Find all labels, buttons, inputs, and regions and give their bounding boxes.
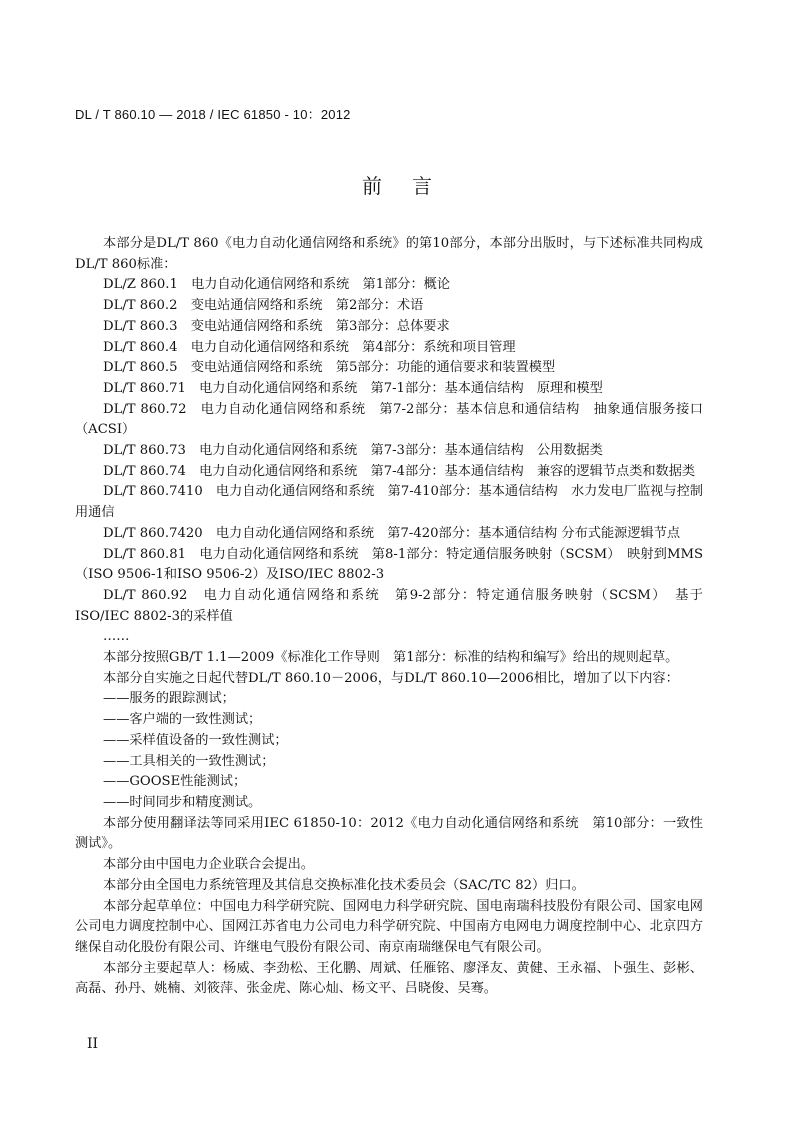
paragraph: DL/T 860.7410 电力自动化通信网络和系统 第7-410部分：基本通信结构 水力发电厂监视与控制用通信 <box>75 484 703 521</box>
paragraph: 本部分由全国电力系统管理及其信息交换标准化技术委员会（SAC/TC 82）归口。 <box>103 877 585 893</box>
paragraph: DL/T 860.5 变电站通信网络和系统 第5部分：功能的通信要求和装置模型 <box>103 360 556 376</box>
paragraph: DL/T 860.3 变电站通信网络和系统 第3部分：总体要求 <box>103 318 450 334</box>
paragraph: 本部分起草单位：中国电力科学研究院、国网电力科学研究院、国电南瑞科技股份有限公司、国家电网公司电力调度控制中心、国网江苏省电力公司电力科学研究院、中国南方电网电力调度控制中心、北京四方继保自动化股份有限公司、许继电气股份有限公司、南京南瑞继保电气有限公司。 <box>75 898 703 955</box>
paragraph: 本部分是DL/T 860《电力自动化通信网络和系统》的第10部分，本部分出版时，与下述标准共同构成DL/T 860标准： <box>75 236 703 272</box>
paragraph: DL/T 860.72 电力自动化通信网络和系统 第7-2部分：基本信息和通信结构 抽象通信服务接口（ACSI） <box>75 401 703 438</box>
paragraph: ——客户端的一致性测试； <box>103 712 262 728</box>
paragraph: ——GOOSE性能测试； <box>103 774 247 790</box>
paragraph: ——采样值设备的一致性测试； <box>103 732 288 748</box>
paragraph: 本部分按照GB/T 1.1—2009《标准化工作导则 第1部分：标准的结构和编写》给出的规则起草。 <box>103 650 679 666</box>
page-number: II <box>87 1036 99 1052</box>
paragraph: DL/T 860.74 电力自动化通信网络和系统 第7-4部分：基本通信结构 兼容的逻辑节点类和数据类 <box>103 463 696 479</box>
paragraph: ——时间同步和精度测试。 <box>103 794 262 810</box>
paragraph: DL/T 860.71 电力自动化通信网络和系统 第7-1部分：基本通信结构 原理和模型 <box>103 380 603 396</box>
paragraph: DL/T 860.7420 电力自动化通信网络和系统 第7-420部分：基本通信结构 分布式能源逻辑节点 <box>103 525 681 541</box>
paragraph: 本部分使用翻译法等同采用IEC 61850-10：2012《电力自动化通信网络和系统 第10部分：一致性测试》。 <box>75 815 703 852</box>
document-code-header: DL / T 860.10 — 2018 / IEC 61850 - 10：2012 <box>75 107 351 122</box>
paragraph: DL/T 860.81 电力自动化通信网络和系统 第8-1部分：特定通信服务映射（SCSM） 映射到MMS（ISO 9506-1和ISO 9506-2）及ISO/IEC 8802-3 <box>75 546 703 583</box>
paragraph: ——工具相关的一致性测试； <box>103 753 275 769</box>
paragraph: 本部分由中国电力企业联合会提出。 <box>103 857 314 873</box>
paragraph: 本部分主要起草人：杨威、李劲松、王化鹏、周斌、任雁铭、廖泽友、黄健、王永福、卜强生、彭彬、高磊、孙丹、姚楠、刘筱萍、张金虎、陈心灿、杨文平、吕晓俊、吴骞。 <box>75 960 703 997</box>
paragraph: 本部分自实施之日起代替DL/T 860.10－2006，与DL/T 860.10—2006相比，增加了以下内容： <box>103 670 679 686</box>
paragraph: DL/T 860.92 电力自动化通信网络和系统 第9-2部分：特定通信服务映射（SCSM） 基于ISO/IEC 8802-3的采样值 <box>75 587 703 624</box>
foreword-body <box>75 234 703 1000</box>
paragraph: ——服务的跟踪测试； <box>103 691 235 707</box>
paragraph: DL/T 860.73 电力自动化通信网络和系统 第7-3部分：基本通信结构 公用数据类 <box>103 443 603 459</box>
section-title: 前言 <box>362 174 462 198</box>
paragraph: DL/T 860.4 电力自动化通信网络和系统 第4部分：系统和项目管理 <box>103 339 516 355</box>
paragraph: DL/Z 860.1 电力自动化通信网络和系统 第1部分：概论 <box>103 277 451 293</box>
paragraph: …… <box>103 629 130 645</box>
paragraph: DL/T 860.2 变电站通信网络和系统 第2部分：术语 <box>103 298 424 314</box>
